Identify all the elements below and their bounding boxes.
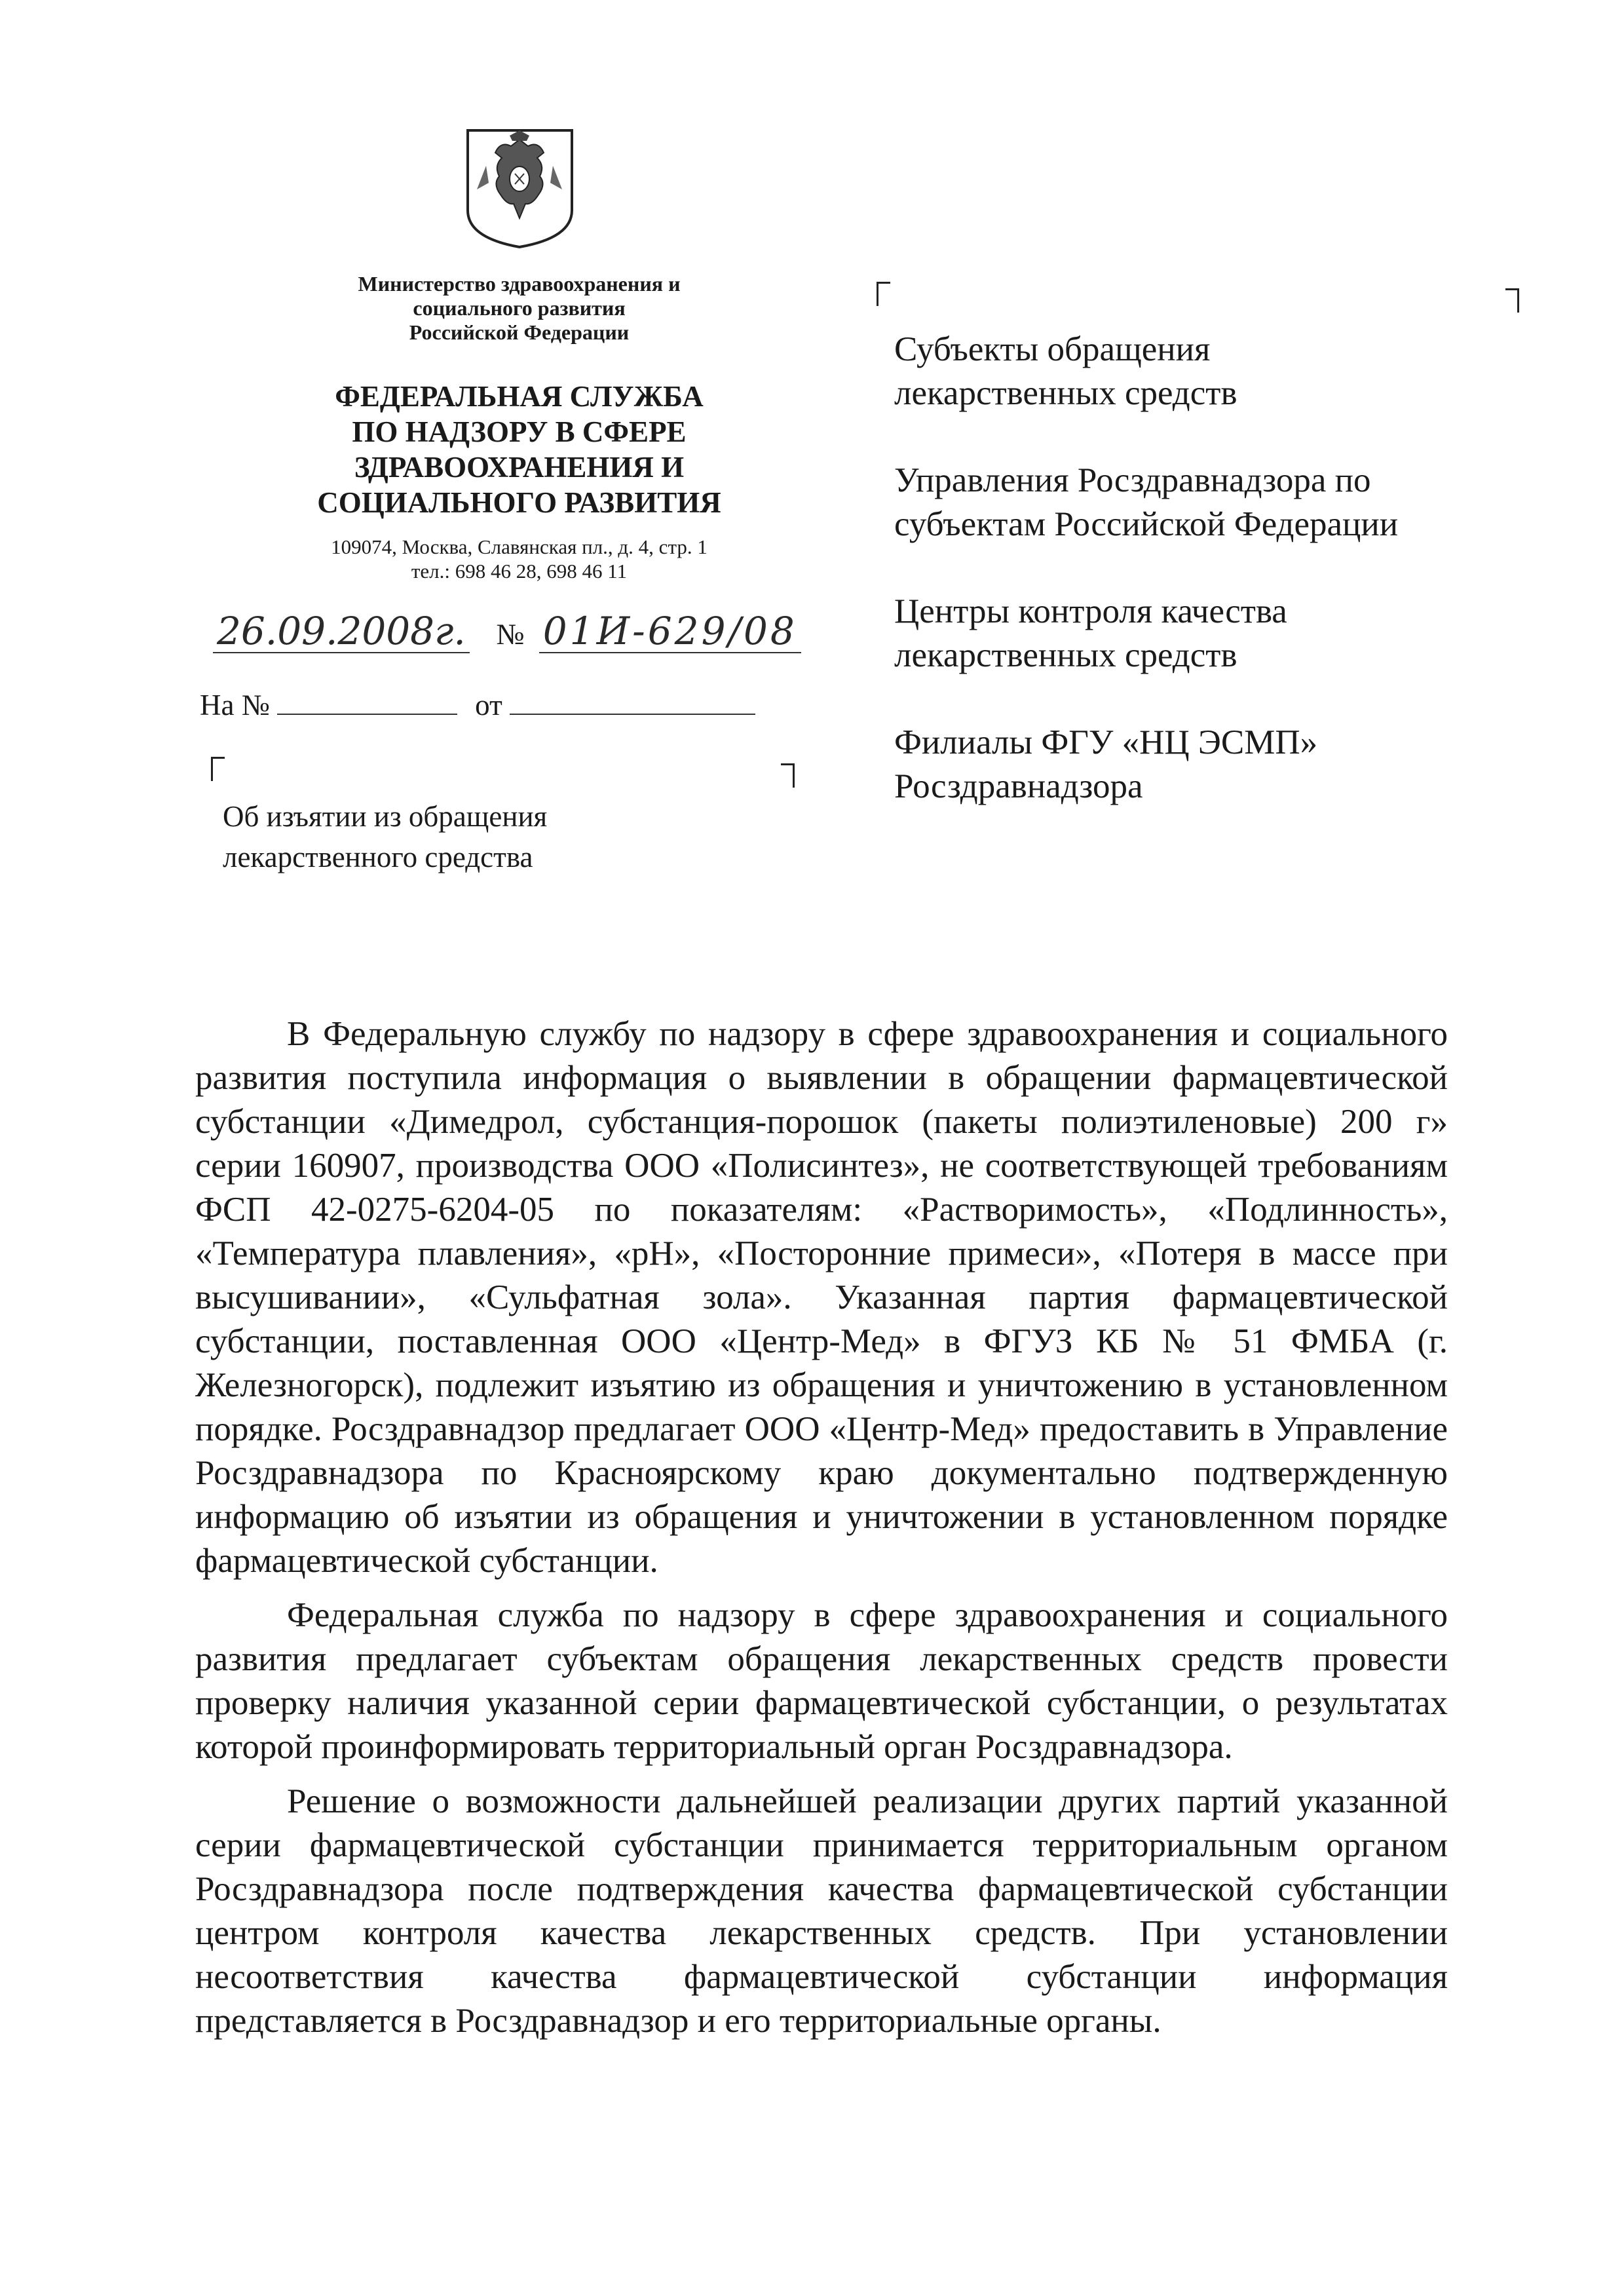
- service-address: 109074, Москва, Славянская пл., д. 4, стр. 1 тел.: 698 46 28, 698 46 11: [331, 535, 708, 583]
- addressee-item: Управления Росздравнадзора по субъектам Российской Федерации: [894, 461, 1399, 543]
- reference-number-label: На №: [200, 689, 270, 721]
- addressee-item: Центры контроля качества лекарственных средств: [894, 592, 1287, 674]
- subject-bracket-left: [211, 757, 225, 781]
- reference-date-label: от: [475, 689, 502, 721]
- registration-date: 26.09.2008г.: [213, 610, 470, 653]
- coat-of-arms-emblem-icon: [463, 126, 577, 251]
- body-paragraph: В Федеральную службу по надзору в сфере здравоохранения и социального развития поступила информация о выявлении в обращении фармацевтической субстанции «Димедрол, субстанция-порошок (пакеты полиэтиленовые) 200 г» серии 160907, производства ООО «Полисинтез», не соответствующей требованиям ФСП 42-0275-6204-05 по показателям: «Растворимость», «Подлинность», «Температура плавления», «pH», «Посторонние примеси», «Потеря в массе при высушивании», «Сульфатная зола». Указанная партия фармацевтической субстанции, поставленная ООО «Центр-Мед» в ФГУЗ КБ № 51 ФМБА (г. Железногорск), подлежит изъятию из обращения и уничтожению в установленном порядке. Росздравнадзор предлагает ООО «Центр-Мед» предоставить в Управление Росздравнадзора по Красноярскому краю документально подтвержденную информацию об изъятии из обращения и уничтожении в установленном порядке фармацевтической субстанции.: [195, 1015, 1448, 1580]
- addressee-list: [894, 328, 1523, 852]
- addressee-bracket-right: [1505, 288, 1519, 313]
- letter-subject: Об изъятии из обращения лекарственного средства: [223, 800, 548, 873]
- russian-coat-of-arms-icon: [463, 126, 577, 251]
- ministry-name: Министерство здравоохранения и социального развития Российской Федерации: [358, 272, 681, 344]
- registration-number: 01И-629/08: [539, 610, 801, 653]
- addressee-item: Субъекты обращения лекарственных средств: [894, 330, 1237, 412]
- registration-number-label: №: [496, 618, 525, 651]
- body-paragraph: Федеральная служба по надзору в сфере здравоохранения и социального развития предлагает субъектам обращения лекарственных средств провести проверку наличия указанной серии фармацевтической субстанции, о результатах которой проинформировать территориальный орган Росздравнадзора.: [195, 1596, 1448, 1766]
- reference-number-blank: [277, 689, 457, 715]
- letter-body: [195, 1012, 1448, 2054]
- body-paragraph: Решение о возможности дальнейшей реализации других партий указанной серии фармацевтической субстанции принимается территориальным органом Росздравнадзора после подтверждения качества фармацевтической субстанции центром контроля качества лекарственных средств. При установлении несоответствия качества фармацевтической субстанции информация представляется в Росздравнадзор и его территориальные органы.: [195, 1782, 1448, 2040]
- service-name: ФЕДЕРАЛЬНАЯ СЛУЖБА ПО НАДЗОРУ В СФЕРЕ ЗДРАВООХРАНЕНИЯ И СОЦИАЛЬНОГО РАЗВИТИЯ: [317, 380, 721, 519]
- addressee-item: Филиалы ФГУ «НЦ ЭСМП» Росздравнадзора: [894, 723, 1318, 805]
- subject-bracket-right: [781, 763, 795, 788]
- registration-line: [213, 609, 801, 653]
- sender-organization-block: [197, 272, 842, 583]
- reference-line: [200, 688, 755, 722]
- reference-date-blank: [510, 689, 755, 715]
- addressee-bracket-left: [877, 282, 890, 306]
